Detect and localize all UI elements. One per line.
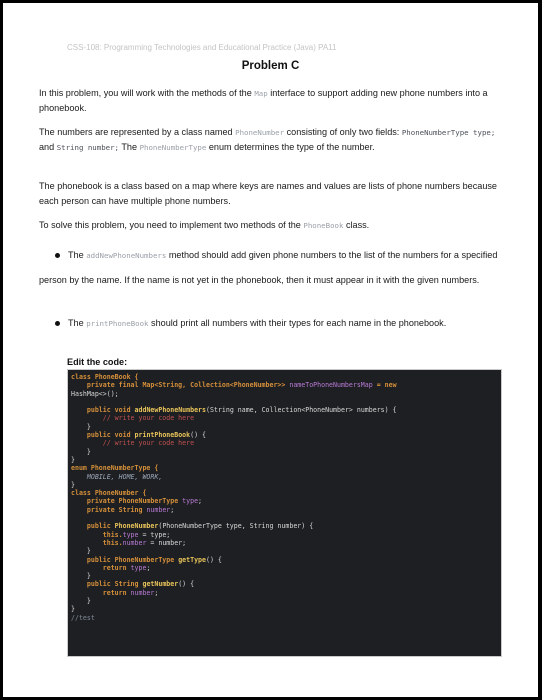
code-line-26b: getNumber	[142, 580, 179, 589]
para2-text-5: enum determines the type of the number.	[206, 142, 375, 152]
document-page	[3, 3, 538, 697]
code-line-13: MOBILE, HOME, WORK,	[71, 472, 163, 481]
inline-code-addnewphonenumbers: addNewPhoneNumbers	[86, 251, 167, 260]
inline-code-phonenumber: PhoneNumber	[235, 128, 285, 137]
code-line-27c: ;	[154, 588, 159, 597]
code-line-17c: ;	[170, 505, 175, 514]
code-line-5b: addNewPhoneNumbers	[134, 406, 206, 415]
code-line-12: enum PhoneNumberType {	[71, 464, 159, 473]
intro-text-1: In this problem, you will work with the methods of the	[39, 88, 255, 98]
code-line-27a: return	[71, 588, 131, 597]
para4-text-2: class.	[343, 220, 370, 230]
code-line-24c: ;	[146, 563, 151, 572]
code-line-16c: ;	[198, 497, 203, 506]
code-line-26a: public String	[71, 580, 143, 589]
code-line-1: class PhoneBook {	[71, 373, 139, 381]
code-line-6: // write your code here	[71, 414, 195, 423]
code-line-20b: type	[122, 530, 139, 539]
para2-text-3: and	[39, 142, 57, 152]
code-line-24a: return	[71, 563, 131, 572]
bullet1-text-2: method should add given phone numbers to the list of the numbers for a specified person by the name. If the name is not yet in the phonebook, then it must appear in it with the given numbers.	[39, 250, 498, 285]
code-listing	[68, 370, 501, 622]
code-line-8b: printPhoneBook	[134, 431, 191, 440]
bullet2-text-2: should print all numbers with their types for each name in the phonebook.	[148, 318, 447, 328]
para4-text-1: To solve this problem, you need to implement two methods of the	[39, 220, 304, 230]
para2-text-1: The numbers are represented by a class named	[39, 127, 236, 137]
code-line-5a: public void	[71, 406, 135, 415]
code-line-8c: () {	[190, 431, 206, 440]
code-line-23a: public PhoneNumberType	[71, 555, 179, 564]
code-line-7: }	[71, 422, 91, 431]
code-line-14: }	[71, 480, 75, 489]
code-line-21c: = number;	[146, 538, 187, 547]
inline-code-phonenumbertype: PhoneNumberType	[139, 143, 207, 152]
code-editor[interactable]	[67, 369, 502, 657]
code-line-23b: getType	[178, 555, 206, 564]
task-paragraph	[39, 218, 499, 233]
code-line-27b: number	[130, 588, 155, 597]
code-line-3: HashMap<>();	[71, 389, 119, 398]
code-line-8a: public void	[71, 431, 135, 440]
bullet-add-numbers	[39, 243, 499, 292]
code-line-20c: = type;	[138, 530, 171, 539]
para2-text-2: consisting of only two fields:	[284, 127, 402, 137]
bullet-print-phonebook	[39, 311, 499, 336]
bullet-dot-icon	[55, 253, 60, 258]
code-line-2b: nameToPhoneNumbersMap	[289, 381, 373, 390]
code-line-19b: PhoneNumber	[114, 522, 159, 531]
code-line-21a: this.	[71, 538, 123, 547]
bullet1-text-1: The	[68, 250, 87, 260]
page-header: CSS-108: Programming Technologies and Educational Practice (Java) PA11	[67, 43, 337, 52]
inline-code-map: Map	[254, 89, 268, 98]
inline-code-type-field: PhoneNumberType type;	[401, 128, 496, 137]
para2-text-4: The	[119, 142, 140, 152]
code-line-5c: (String name, Collection<PhoneNumber> numbers) {	[206, 406, 397, 415]
code-line-22: }	[71, 547, 91, 556]
code-line-23c: () {	[205, 555, 222, 564]
edit-code-label: Edit the code:	[67, 357, 128, 367]
bullet-dot-icon	[55, 321, 60, 326]
code-line-16a: private PhoneNumberType	[71, 497, 183, 506]
inline-code-printphonebook: printPhoneBook	[86, 319, 149, 328]
page-title: Problem C	[241, 60, 300, 72]
intro-paragraph	[39, 86, 499, 116]
code-line-2c: = new	[372, 381, 397, 390]
bullet2-text-1: The	[68, 318, 87, 328]
code-line-16b: type	[182, 497, 199, 506]
code-line-25: }	[71, 572, 91, 581]
code-line-11: }	[71, 455, 75, 464]
code-line-10: }	[71, 447, 91, 456]
code-line-26c: () {	[178, 580, 195, 589]
intro-text-2: interface to support adding new phone numbers into a phonebook.	[39, 88, 488, 113]
code-line-17a: private String	[71, 505, 147, 514]
code-line-15: class PhoneNumber {	[71, 489, 147, 498]
code-line-9: // write your code here	[71, 439, 195, 448]
code-line-24b: type	[130, 563, 147, 572]
code-line-20a: this.	[71, 530, 123, 539]
code-line-17b: number	[146, 505, 171, 514]
code-line-29: }	[71, 605, 75, 614]
classes-paragraph	[39, 125, 499, 155]
code-line-30: //test	[71, 613, 95, 622]
code-line-2a: private final Map<String, Collection<PhoneNumber>>	[71, 381, 290, 390]
inline-code-phonebook: PhoneBook	[303, 221, 344, 230]
phonebook-paragraph: The phonebook is a class based on a map where keys are names and values are lists of phone numbers because each person can have multiple phone numbers.	[39, 181, 497, 206]
inline-code-number-field: String number;	[56, 143, 119, 152]
code-line-28: }	[71, 597, 91, 606]
code-line-21b: number	[122, 538, 147, 547]
code-line-19a: public	[71, 522, 115, 531]
code-line-19c: (PhoneNumberType type, String number) {	[158, 522, 314, 531]
